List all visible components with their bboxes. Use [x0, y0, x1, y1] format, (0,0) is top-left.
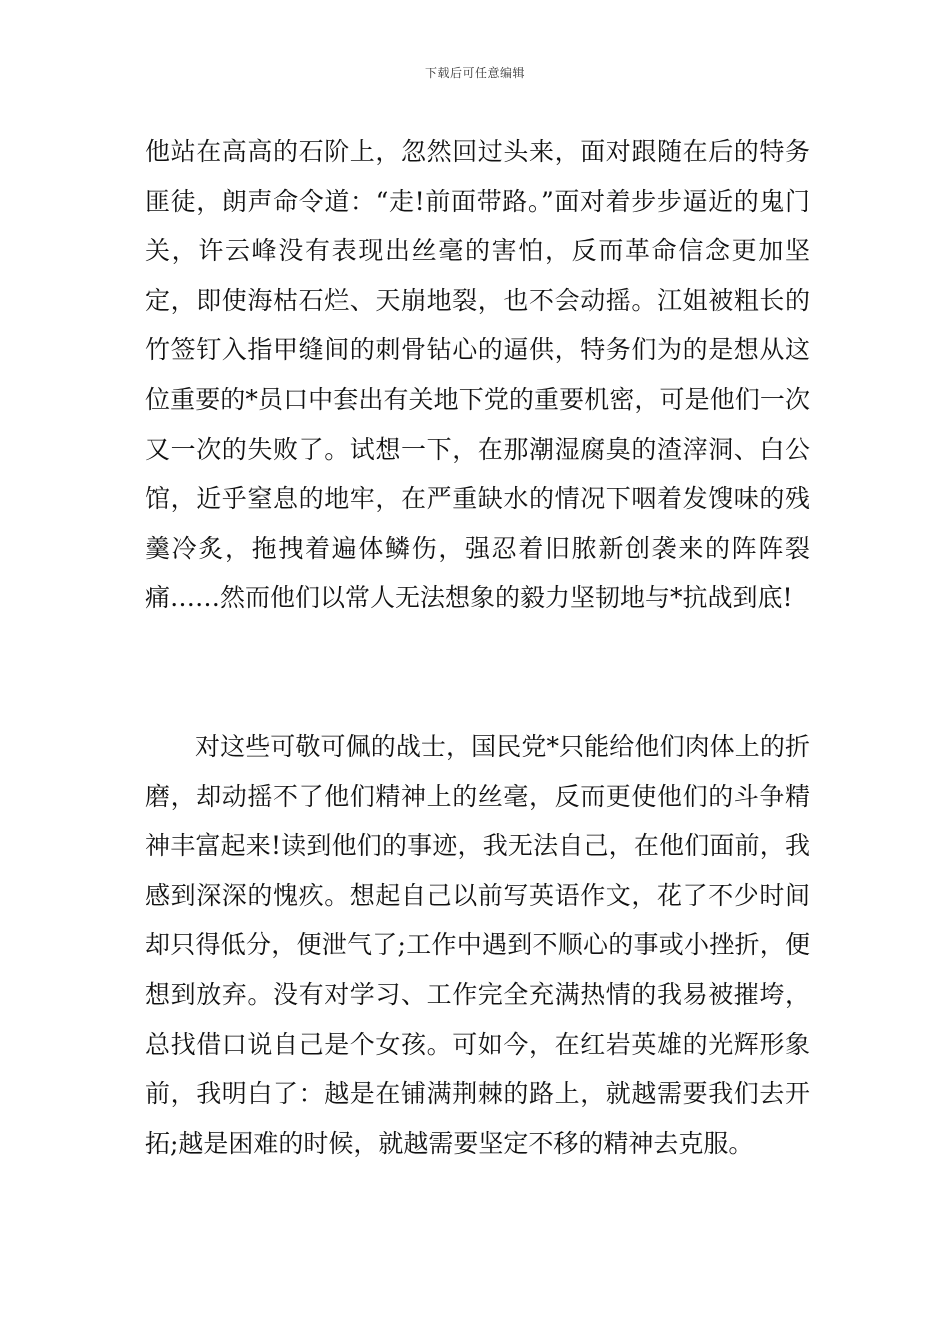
body-paragraph-2: 对这些可敬可佩的战士，国民党*只能给他们肉体上的折磨，却动摇不了他们精神上的丝毫，反而更使他们的斗争精神丰富起来!读到他们的事迹，我无法自己，在他们面前，我感到深深的愧疚。想起自己以前写英语作文，花了不少时间却只得低分，便泄气了;工作中遇到不顺心的事或小挫折，便想到放弃。没有对学习、工作完全充满热情的我易被摧垮，总找借口说自己是个女孩。可如今，在红岩英雄的光辉形象前，我明白了：越是在铺满荆棘的路上，就越需要我们去开拓;越是困难的时候，就越需要坚定不移的精神去克服。 — [145, 732, 810, 1158]
body-paragraph-1: 他站在高高的石阶上，忽然回过头来，面对跟随在后的特务匪徒，朗声命令道：“走!前面带路。”面对着步步逼近的鬼门关，许云峰没有表现出丝毫的害怕，反而革命信念更加坚定，即使海枯石烂、天崩地裂，也不会动摇。江姐被粗长的竹签钉入指甲缝间的刺骨钻心的逼供，特务们为的是想从这位重要的*员口中套出有关地下党的重要机密，可是他们一次又一次的失败了。试想一下，在那潮湿腐臭的渣滓洞、白公馆，近乎窒息的地牢，在严重缺水的情况下咽着发馊味的残羹冷炙，拖拽着遍体鳞伤，强忍着旧脓新创袭来的阵阵裂痛……然而他们以常人无法想象的毅力坚韧地与*抗战到底! — [145, 137, 810, 613]
page-header-note: 下载后可任意编辑 — [424, 66, 525, 80]
